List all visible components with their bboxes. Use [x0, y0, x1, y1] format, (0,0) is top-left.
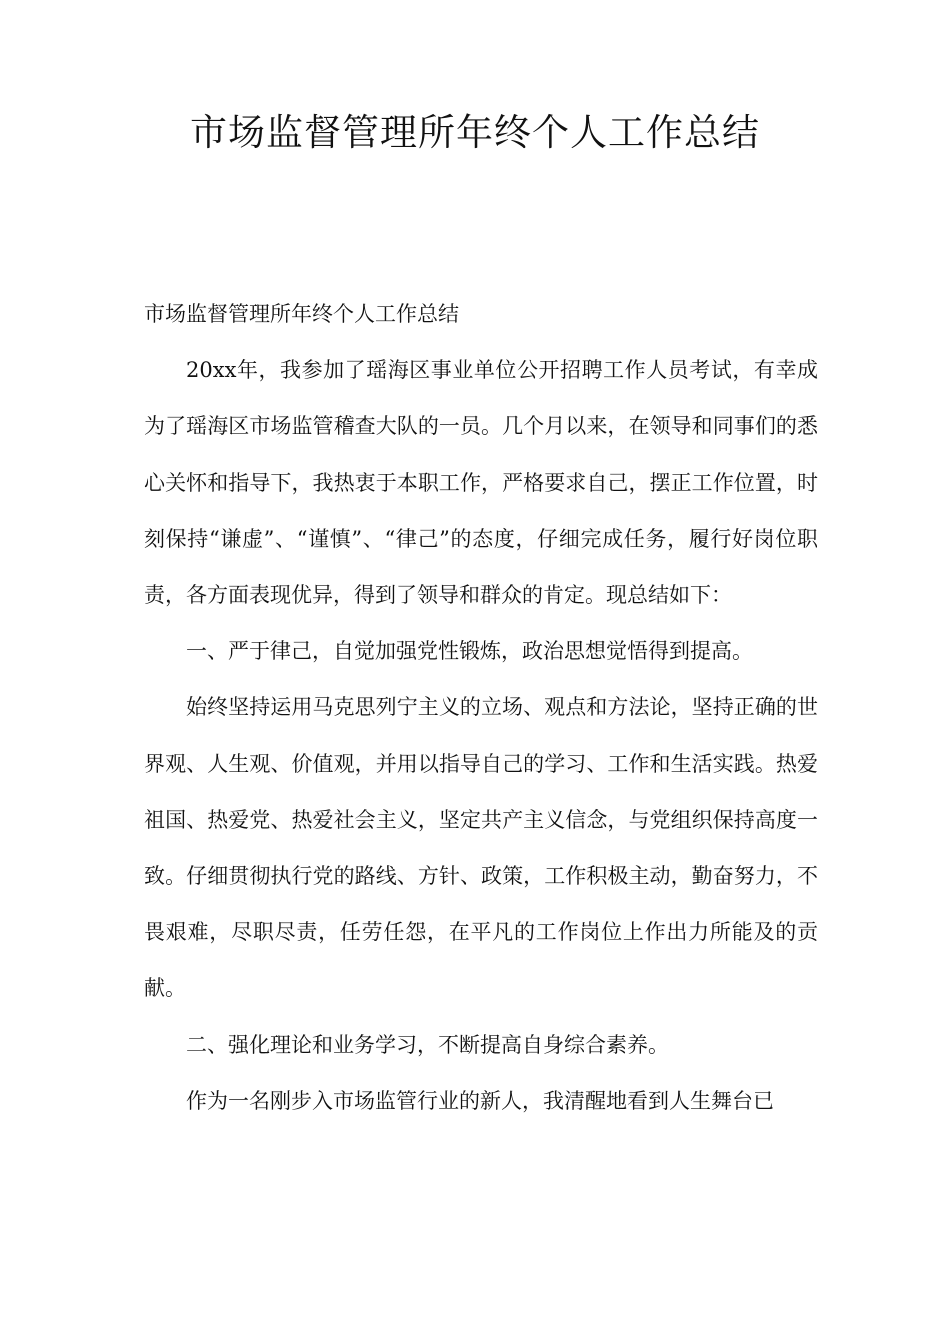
paragraph-intro: 20xx年，我参加了瑶海区事业单位公开招聘工作人员考试，有幸成为了瑶海区市场监管稽查大队的一员。几个月以来，在领导和同事们的悉心关怀和指导下，我热衷于本职工作，严格要求自己，摆正工作位置，时刻保持“谦虚”、“谨慎”、“律己”的态度，仔细完成任务，履行好岗位职责，各方面表现优异，得到了领导和群众的肯定。现总结如下：: [144, 358, 818, 608]
paragraph-section-2: 作为一名刚步入市场监管行业的新人，我清醒地看到人生舞台已: [186, 1088, 774, 1113]
document-title: 市场监督管理所年终个人工作总结: [190, 111, 760, 154]
section-heading-2: 二、强化理论和业务学习，不断提高自身综合素养。: [186, 1032, 669, 1057]
document-subtitle: 市场监督管理所年终个人工作总结: [144, 302, 459, 326]
paragraph-section-1: 始终坚持运用马克思列宁主义的立场、观点和方法论，坚持正确的世界观、人生观、价值观，并用以指导自己的学习、工作和生活实践。热爱祖国、热爱党、热爱社会主义，坚定共产主义信念，与党组织保持高度一致。仔细贯彻执行党的路线、方针、政策，工作积极主动，勤奋努力，不畏艰难，尽职尽责，任劳任怨，在平凡的工作岗位上作出力所能及的贡献。: [144, 695, 818, 1001]
section-heading-1: 一、严于律己，自觉加强党性锻炼，政治思想觉悟得到提高。: [186, 639, 753, 664]
document-body: [144, 286, 818, 1129]
